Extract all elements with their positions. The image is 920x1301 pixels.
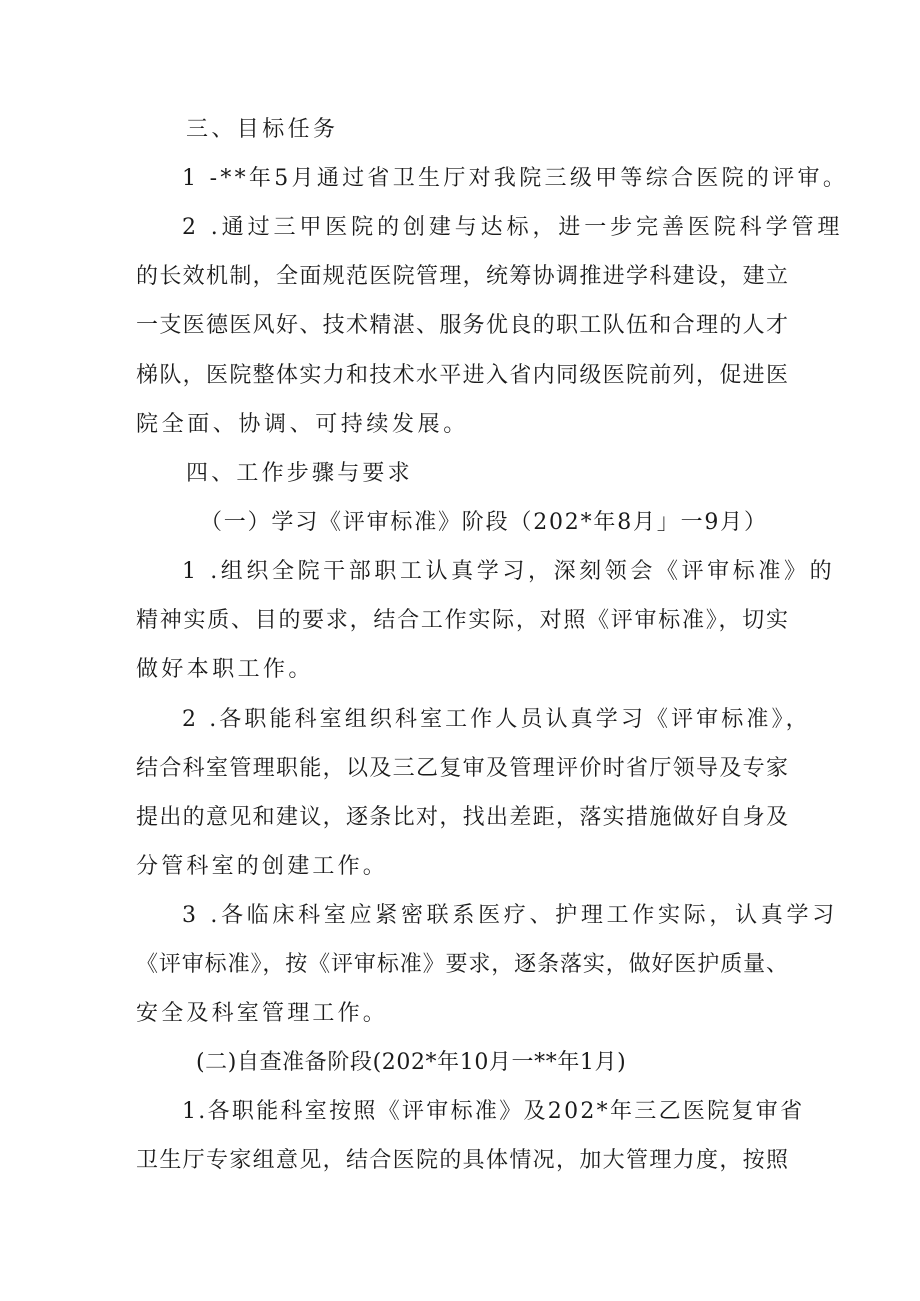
target-item-2-line-4: 梯队，医院整体实力和技术水平进入省内同级医院前列，促进医 <box>136 363 788 388</box>
stage-2-item-1-line-2: 卫生厅专家组意见，结合医院的具体情况，加大管理力度，按照 <box>136 1148 788 1173</box>
stage-1-item-3-line-3: 安全及科室管理工作。 <box>136 1001 389 1026</box>
stage-1-item-2-line-1: 2 .各职能科室组织科室工作人员认真学习《评审标准》， <box>182 707 811 732</box>
stage-1-item-3-line-1: 3 .各临床科室应紧密联系医疗、护理工作实际，认真学习 <box>182 903 838 928</box>
section-heading-targets: 三、目标任务 <box>186 117 339 142</box>
stage-1-heading: （一）学习《评审标准》阶段（202*年8月」一9月） <box>200 510 768 535</box>
stage-1-item-1-line-3: 做好本职工作。 <box>136 657 314 682</box>
target-item-2-line-3: 一支医德医风好、技术精湛、服务优良的职工队伍和合理的人才 <box>136 313 788 338</box>
target-item-2-line-1: 2 .通过三甲医院的创建与达标，进一步完善医院科学管理 <box>182 215 844 240</box>
target-item-1: 1 -**年5月通过省卫生厅对我院三级甲等综合医院的评审。 <box>182 166 849 191</box>
stage-1-item-1-line-2: 精神实质、目的要求，结合工作实际，对照《评审标准》，切实 <box>136 608 788 633</box>
stage-2-heading: (二)自查准备阶段(202*年10月一**年1月) <box>196 1050 627 1075</box>
section-heading-steps: 四、工作步骤与要求 <box>186 461 413 486</box>
stage-1-item-2-line-3: 提出的意见和建议，逐条比对，找出差距，落实措施做好自身及 <box>136 805 788 830</box>
stage-1-item-1-line-1: 1 .组织全院干部职工认真学习，深刻领会《评审标准》的 <box>182 559 836 584</box>
stage-1-item-3-line-2: 《评审标准》，按《评审标准》要求，逐条落实，做好医护质量、 <box>136 952 788 977</box>
stage-2-item-1-line-1: 1.各职能科室按照《评审标准》及202*年三乙医院复审省 <box>182 1099 805 1124</box>
stage-1-item-2-line-2: 结合科室管理职能，以及三乙复审及管理评价时省厅领导及专家 <box>136 756 788 781</box>
stage-1-item-2-line-4: 分管科室的创建工作。 <box>136 854 389 879</box>
target-item-2-line-2: 的长效机制，全面规范医院管理，统筹协调推进学科建设，建立 <box>136 264 788 289</box>
target-item-2-line-5: 院全面、协调、可持续发展。 <box>136 412 469 437</box>
